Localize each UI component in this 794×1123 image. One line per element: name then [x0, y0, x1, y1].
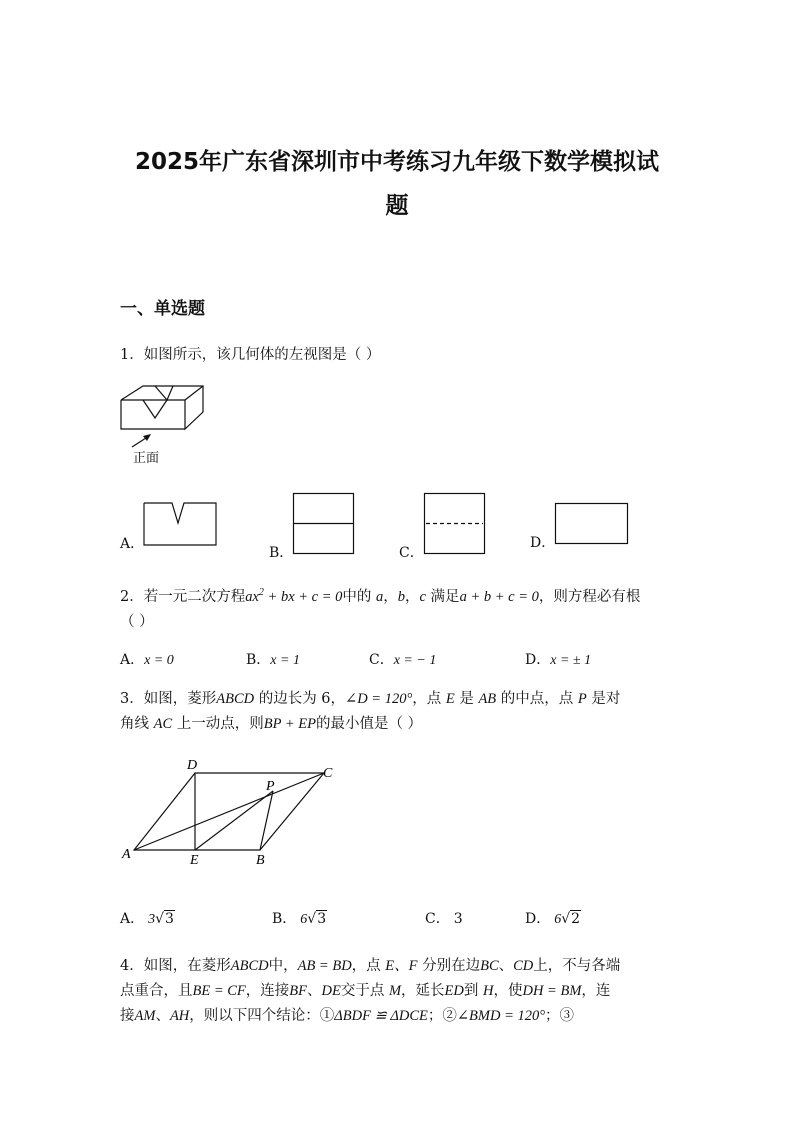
q3-option-a-label: A．: [120, 911, 145, 927]
q3-abcd: ABCD: [216, 691, 255, 707]
q1-option-d-label[interactable]: D．: [530, 535, 556, 551]
q1-option-b-figure[interactable]: [292, 492, 356, 556]
q4-am: AM: [134, 1008, 156, 1024]
q3-option-a-coef: 3: [148, 912, 156, 927]
q4-text: ，连: [581, 983, 611, 999]
q3-label-p: P: [266, 779, 275, 794]
q2-text: 满足: [425, 589, 460, 605]
q1-stem: 1．如图所示，该几何体的左视图是（ ）: [120, 347, 381, 363]
q3-segment-ac: AC: [153, 716, 173, 732]
q3-label-a: A: [122, 847, 131, 862]
q4-ah: AH: [169, 1008, 190, 1024]
q3-option-d-radicand: 2: [571, 911, 581, 927]
q4-text: 接: [120, 1008, 135, 1024]
q3-stem-line2: [120, 712, 422, 733]
q1-option-c-label[interactable]: C．: [399, 545, 424, 561]
q2-stem-line1: [120, 585, 640, 606]
q2-option-c[interactable]: [369, 649, 436, 669]
q4-text: 上，不与各端: [533, 958, 621, 974]
q1-option-d-figure[interactable]: [554, 502, 630, 546]
q3-option-b-coef: 6: [300, 912, 308, 927]
q2-option-b[interactable]: [246, 649, 300, 669]
q2-option-d-label: D．: [525, 652, 551, 668]
q4-m: M: [388, 983, 402, 999]
q2-stem-line2: （ ）: [120, 614, 154, 630]
q2-text: 2．若一元二次方程: [120, 589, 246, 605]
q4-bc: BC: [480, 958, 499, 974]
q2-option-c-value: x = − 1: [393, 653, 437, 668]
q2-option-d[interactable]: [525, 649, 591, 669]
page-title-line1: 2025年广东省深圳市中考练习九年级下数学模拟试: [134, 149, 659, 175]
q4-stem-line1: [120, 954, 620, 975]
q1-option-c-figure[interactable]: [423, 492, 487, 556]
section-heading: 一、单选题: [120, 299, 205, 319]
q4-points-ef: E、F: [385, 958, 418, 974]
q2-condition: a + b + c = 0: [459, 589, 539, 605]
q2-var-c: c: [419, 589, 426, 605]
q3-text: 的中点，点: [496, 691, 578, 707]
q4-text: 中，: [268, 958, 298, 974]
q3-option-b-sqrt: √3: [307, 911, 327, 927]
q2-text: 中的: [342, 589, 377, 605]
q4-text: 分别在边: [417, 958, 481, 974]
q4-h: H: [483, 983, 494, 999]
q2-var-b: b: [397, 589, 406, 605]
q3-label-c: C: [323, 766, 333, 781]
q3-option-d-coef: 6: [554, 912, 562, 927]
q4-text: ；②: [427, 1008, 457, 1024]
q3-text: 是对: [586, 691, 621, 707]
q3-label-e: E: [190, 853, 199, 867]
q2-eq-exp: 2: [258, 587, 264, 599]
q3-segment-ab: AB: [478, 691, 497, 707]
q2-sep: ，: [383, 589, 398, 605]
q3-point-p: P: [577, 691, 587, 707]
q4-text: 、: [307, 983, 322, 999]
q4-ab-bd: AB = BD: [297, 958, 352, 974]
q1-solid-figure: [115, 380, 225, 470]
q4-text: 4．如图，在菱形: [120, 958, 231, 974]
q3-option-c-label: C．: [425, 911, 450, 927]
q4-conclusion-1: ΔBDF ≌ ΔDCE: [334, 1008, 428, 1024]
q4-cd: CD: [513, 958, 534, 974]
q2-sep: ，: [405, 589, 420, 605]
q3-option-c-value: 3: [453, 911, 463, 927]
q2-var-a: a: [376, 589, 384, 605]
q3-text: 的最小值是（ ）: [315, 716, 423, 732]
q2-option-b-value: x = 1: [270, 653, 300, 668]
q2-eq-b: + bx + c = 0: [263, 589, 343, 605]
q3-option-a[interactable]: [120, 908, 175, 928]
q3-stem-line1: [120, 687, 620, 708]
q3-option-b[interactable]: [272, 908, 327, 928]
q4-dh-bm: DH = BM: [522, 983, 582, 999]
q4-stem-line3: [120, 1004, 574, 1025]
q4-be-cf: BE = CF: [192, 983, 246, 999]
q2-eq-a: ax: [245, 589, 259, 605]
q3-option-d[interactable]: [525, 908, 581, 928]
q3-option-d-sqrt: √2: [561, 911, 581, 927]
q3-text: ，点: [412, 691, 446, 707]
q3-option-a-radicand: 3: [165, 911, 174, 927]
q1-option-a-label[interactable]: A．: [120, 536, 145, 552]
q2-text: ，则方程必有根: [538, 589, 641, 605]
q3-option-a-sqrt: √3: [155, 911, 174, 927]
q4-text: 交于点: [340, 983, 389, 999]
q4-conclusion-2: ∠BMD = 120°: [456, 1008, 546, 1024]
q4-stem-line2: [120, 979, 610, 1000]
q3-option-c[interactable]: [425, 908, 463, 928]
q4-text: ，延长: [401, 983, 445, 999]
q4-text: ，使: [493, 983, 523, 999]
q4-text: ，连接: [245, 983, 290, 999]
q1-option-a-figure[interactable]: [142, 501, 218, 547]
q4-text: ，则以下四个结论：①: [189, 1008, 335, 1024]
q3-option-b-radicand: 3: [317, 911, 327, 927]
q4-abcd: ABCD: [230, 958, 269, 974]
q4-text: ；③: [545, 1008, 575, 1024]
q2-option-a-value: x = 0: [144, 653, 174, 668]
q4-text: 到: [463, 983, 483, 999]
q4-bf: BF: [289, 983, 307, 999]
q4-text: 、: [155, 1008, 170, 1024]
q3-text: 上一动点，则: [172, 716, 264, 732]
q2-option-d-value: x = ± 1: [550, 653, 592, 668]
q2-option-c-label: C．: [369, 652, 394, 668]
q3-text: 的边长为 6，: [254, 691, 346, 707]
q1-option-b-label[interactable]: B．: [269, 545, 294, 561]
q3-rhombus-figure: [118, 757, 348, 867]
q3-text: 是: [454, 691, 479, 707]
q3-option-d-label: D．: [525, 911, 551, 927]
q3-text: 角线: [120, 716, 154, 732]
page-title-line2: 题: [385, 193, 409, 219]
q3-text: 3．如图，菱形: [120, 691, 217, 707]
q2-equation: [245, 589, 342, 605]
q4-text: 、: [498, 958, 514, 974]
q3-label-b: B: [256, 853, 265, 867]
q4-text: ，点: [351, 958, 386, 974]
q2-option-a-label: A．: [120, 652, 145, 668]
q3-label-d: D: [187, 758, 198, 773]
q3-option-b-label: B．: [272, 911, 297, 927]
q4-ed: ED: [444, 983, 464, 999]
q3-angle: ∠D = 120°: [345, 691, 413, 707]
q4-text: 点重合，且: [120, 983, 193, 999]
q4-de: DE: [321, 983, 341, 999]
q2-option-b-label: B．: [246, 652, 271, 668]
q3-point-e: E: [445, 691, 455, 707]
q3-expression: BP + EP: [263, 716, 316, 732]
q1-front-label: 正面: [133, 451, 160, 466]
q2-option-a[interactable]: [120, 649, 174, 669]
